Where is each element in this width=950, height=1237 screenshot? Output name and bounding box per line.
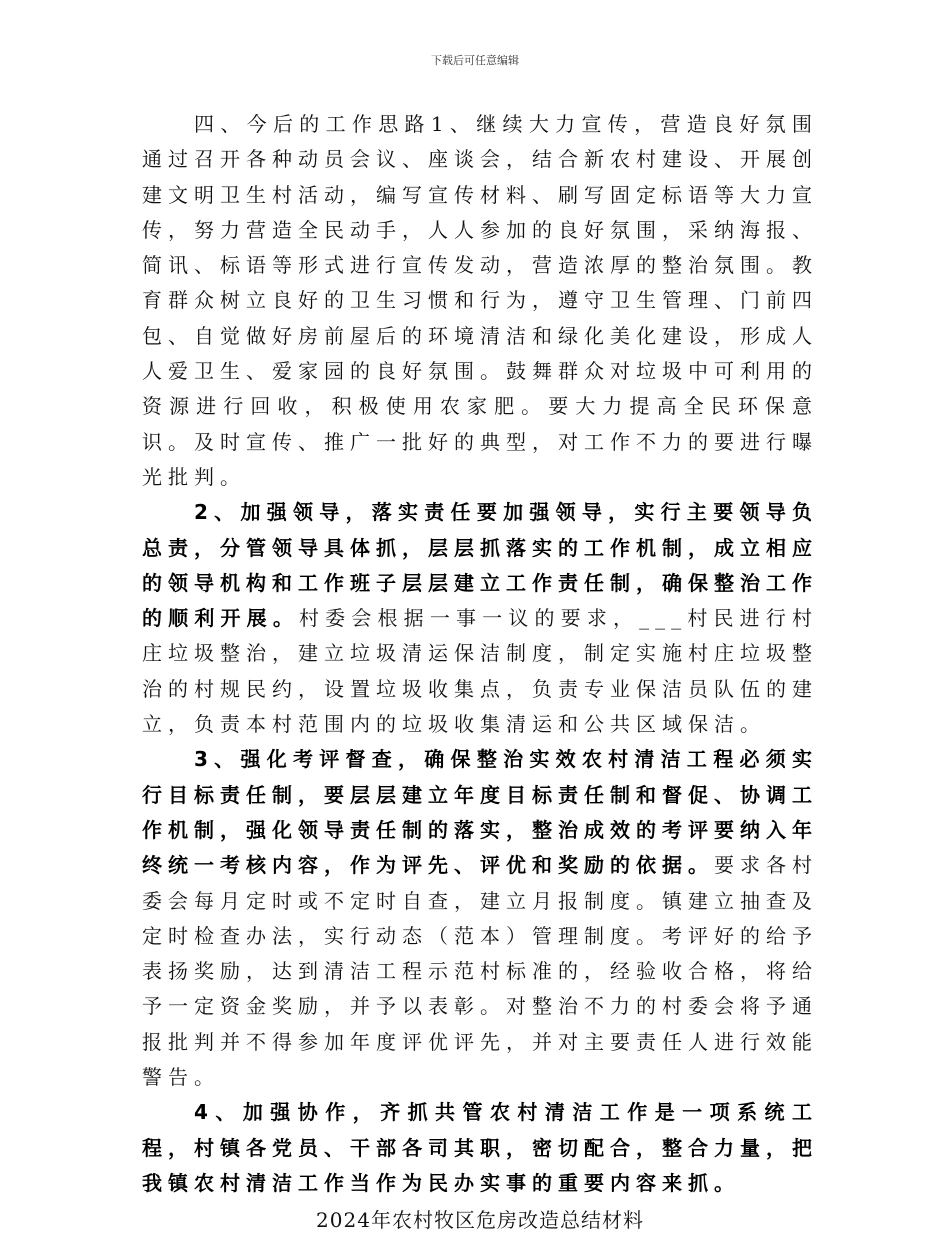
- paragraph-cooperation: [142, 1095, 818, 1201]
- paragraph-lead: 4、加强协作，齐抓共管农村清洁工作是一项系统工程，村镇各党员、干部各司其职，密切配合，整合力量，把我镇农村清洁工作当作为民办实事的重要内容来抓。: [142, 1100, 818, 1195]
- paragraph-lead: 2、加强领导，落实责任要加强领导，实行主要领导负总责，分管领导具体抓，层层抓落实的工作机制，成立相应的领导机构和工作班子层层建立工作责任制，确保整治工作的顺利开展。: [142, 500, 818, 631]
- paragraph-text: 村委会根据一事一议的要求，___村民进行村庄垃圾整治，建立垃圾清运保洁制度，制定实施村庄垃圾整治的村规民约，设置垃圾收集点，负责专业保洁员队伍的建立，负责本村范围内的垃圾收集清运和公共区域保洁。: [142, 606, 818, 737]
- document-body: [142, 107, 818, 1237]
- paragraph-text: 四、今后的工作思路1、继续大力宣传，营造良好氛围通过召开各种动员会议、座谈会，结合新农村建设、开展创建文明卫生村活动，编写宣传材料、刷写固定标语等大力宣传，努力营造全民动手，人人参加的良好氛围，采纳海报、简讯、标语等形式进行宣传发动，营造浓厚的整治氛围。教育群众树立良好的卫生习惯和行为，遵守卫生管理、门前四包、自觉做好房前屋后的环境清洁和绿化美化建设，形成人人爱卫生、爱家园的良好氛围。鼓舞群众对垃圾中可利用的资源进行回收，积极使用农家肥。要大力提高全民环保意识。及时宣传、推广一批好的典型，对工作不力的要进行曝光批判。: [142, 112, 818, 489]
- paragraph-evaluation: [142, 742, 818, 1095]
- section-title: 2024年农村牧区危房改造总结材料: [316, 1208, 644, 1233]
- paragraph-lead: 3、强化考评督查，确保整治实效农村清洁工程必须实行目标责任制，要层层建立年度目标责任制和督促、协调工作机制，强化领导责任制的落实，整治成效的考评要纳入年终统一考核内容，作为评先、评优和奖励的依据。: [142, 747, 818, 878]
- page-header-note: 下载后可任意编辑: [431, 54, 519, 67]
- paragraph-leadership: [142, 495, 818, 742]
- paragraph-text: 要求各村委会每月定时或不定时自查，建立月报制度。镇建立抽查及定时检查办法，实行动态（范本）管理制度。考评好的给予表扬奖励，达到清洁工程示范村标准的，经验收合格，将给予一定资金奖励，并予以表彰。对整治不力的村委会将予通报批判并不得参加年度评优评先，并对主要责任人进行效能警告。: [142, 853, 818, 1090]
- paragraph-work-ideas: [142, 107, 818, 495]
